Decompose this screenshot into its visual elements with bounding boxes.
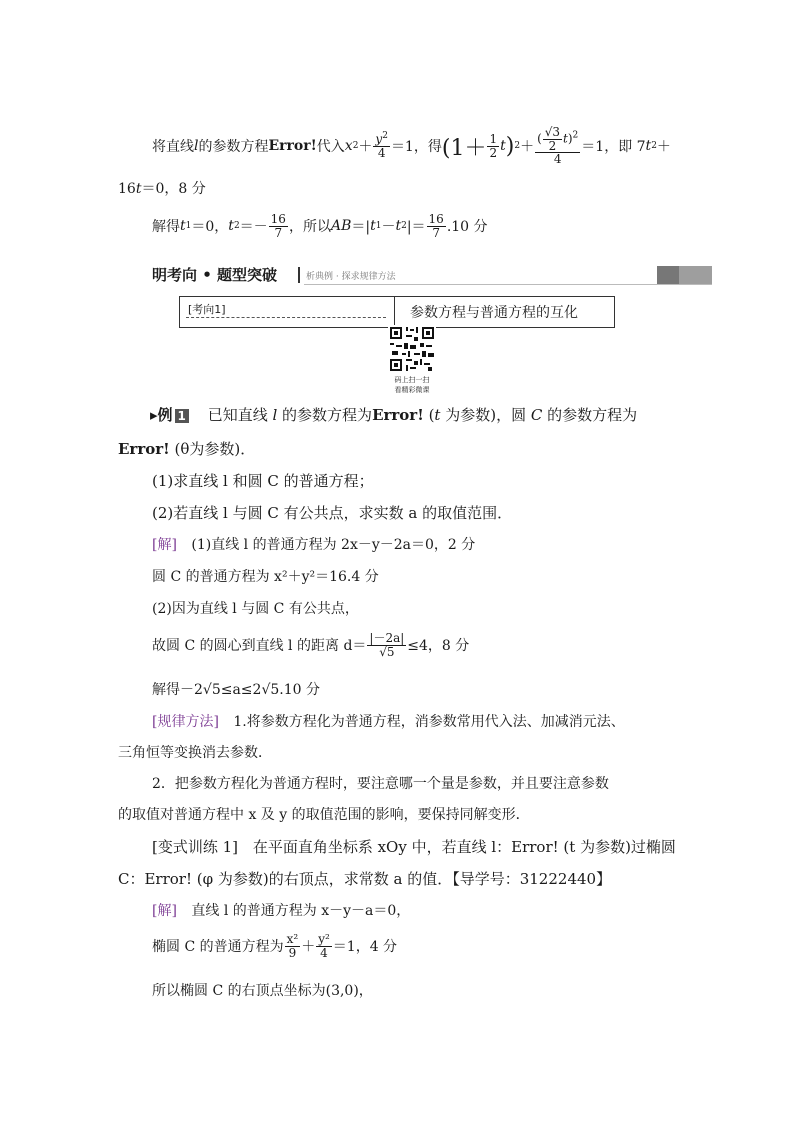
banner-bar-dark [657,266,679,284]
top-line-1 [152,118,671,174]
den: 4 [320,945,328,960]
den: 2 [489,145,498,160]
qr-code[interactable] [388,325,436,373]
text: ＝1，4 分 [332,939,398,955]
text: ＝－ [239,219,268,235]
example-line-2 [118,438,255,459]
text: (1)直线 l 的普通方程为 2x－y－2a＝0，2 分 [191,537,476,553]
text: 解得 [152,219,180,235]
topic-title: 参数方程与普通方程的互化 [410,305,578,321]
den: 2 [548,138,557,153]
fraction-16-7 [269,213,288,239]
top-line-3 [152,208,488,244]
num: |－2a| [369,630,405,645]
subscript: 1 [185,221,192,231]
text: 在平面直角坐标系 xOy 中，若直线 l：Error! (t 为参数)过椭圆 [252,838,676,856]
num: √3 [544,125,561,140]
error-text: Error! [268,138,317,154]
text: 16 [118,181,136,197]
fraction-distance [367,632,406,658]
method-line-3: 2．把参数方程化为普通方程时，要注意哪一个量是参数，并且要注意参数 [152,776,609,792]
var-t: t [563,131,568,146]
fraction-y2-4 [373,132,390,159]
solution-tag: [解] [152,903,177,919]
text: ＝0，8 分 [141,181,206,197]
text: 椭圆 C 的普通方程为 [152,939,284,955]
op-plus: ＋ [358,139,373,155]
subscript: 1 [375,221,382,231]
fraction-1-2 [487,133,499,159]
text: 为参数)，圆 [440,406,531,424]
solution-line-5: 解得－2√5≤a≤2√5.10 分 [152,682,320,698]
op-plus: ＋ [520,139,535,155]
text: 将直线 [152,139,194,155]
qr-icon [388,325,436,373]
text: 直线 l 的普通方程为 x－y－a＝0， [191,903,411,919]
variant-line-2: C：Error! (φ 为参数)的右顶点，求常数 a 的值．【导学号：31222440】 [118,870,612,888]
text: ，所以 [288,219,331,235]
num: x² [286,931,299,946]
var-l: l [194,138,199,154]
den: √5 [379,644,395,659]
var-t: t [500,138,506,154]
var-t: t [228,218,234,234]
banner-divider [298,267,300,283]
den: 9 [288,945,297,960]
var-l: l [272,406,278,424]
qr-caption-2: 看精彩微课 [394,386,430,394]
text: (θ为参数)． [169,440,256,458]
num: y² [318,931,330,946]
text: |＝ [406,219,426,235]
solution-tag: [解] [152,537,177,553]
example-tag: ▸例 1 [150,406,189,424]
solution-line-3: (2)因为直线 l 与圆 C 有公共点， [152,601,359,617]
section-banner [152,264,712,286]
error-text: Error! [372,406,424,424]
var-y: y [375,132,383,147]
subscript: 2 [401,221,407,231]
error-text: Error! [118,440,170,458]
variant-tag: [变式训练 1] [152,838,239,856]
paren-open: (1＋ [441,135,487,161]
fraction-sqrt3: ( $\frac{√3}{2}$ t)$^2$ 4 [537,125,579,167]
banner-underline [304,284,712,285]
text: ( [423,406,435,424]
text: ＝1，得 [390,139,442,155]
var-x: x [344,138,353,154]
fraction-16-7 [427,213,446,239]
solution-line-4 [152,625,469,665]
exponent: 2 [382,131,388,142]
text: 代入 [316,139,345,155]
var-t: t [434,406,441,424]
text: 已知直线 [207,406,273,424]
text: ＝1，即 7 [581,139,646,155]
example-line-1 [150,404,637,425]
text: ＝| [351,219,371,235]
paren-close: ) [505,133,515,159]
den: 7 [274,225,283,240]
var-t: t [180,218,186,234]
exponent: 2 [572,130,579,141]
den: 7 [432,225,440,240]
text: 的参数方程 [198,139,269,155]
question-1: (1)求直线 l 和圆 C 的普通方程； [152,472,374,490]
var-t: t [645,138,652,154]
text: 的参数方程为 [277,406,373,424]
example-tag-text: 例 [157,406,173,424]
method-line-4: 的取值对普通方程中 x 及 y 的取值范围的影响，要保持同解变形． [118,807,530,823]
topic-box [179,296,615,328]
var-ab: AB [330,218,352,234]
method-tag: [规律方法] [152,714,219,730]
num: 1 [489,131,498,146]
num: 16 [270,211,286,226]
question-2: (2)若直线 l 与圆 C 有公共点，求实数 a 的取值范围． [152,504,513,522]
op-plus: ＋ [656,139,671,155]
solution-line-2: 圆 C 的普通方程为 x²＋y²＝16.4 分 [152,569,379,585]
text: ≤4，8 分 [407,638,470,654]
exponent: 2 [352,141,359,151]
text: ＝0， [191,219,229,235]
box-divider [394,297,395,327]
variant-line-1 [152,836,676,857]
op-plus: ＋ [301,939,316,955]
solution2-line-2 [152,926,397,966]
text: － [381,219,396,235]
exponent: 2 [651,141,657,151]
topic-label: [考向1] [188,303,226,316]
top-line-2 [118,178,206,198]
var-c: C [530,406,543,424]
var-t: t [395,218,402,234]
exponent: 2 [514,141,521,151]
fraction-y2-4 [316,933,332,959]
num: 16 [428,211,444,226]
text: 故圆 C 的圆心到直线 l 的距离 d＝ [152,638,367,654]
method-line-2: 三角恒等变换消去参数． [118,745,272,761]
solution2-line-1 [152,900,410,920]
banner-title: 明考向 • 题型突破 [152,266,278,284]
solution2-line-3: 所以椭圆 C 的右顶点坐标为(3,0)， [152,983,373,999]
method-line-1 [152,711,625,731]
banner-subtitle: 析典例 · 探求规律方法 [306,272,396,282]
text: 1.将参数方程化为普通方程，消参数常用代入法、加减消元法、 [233,714,625,730]
dashed-line [186,317,386,318]
text: .10 分 [446,219,488,235]
var-t: t [370,218,376,234]
example-number: 1 [175,409,189,423]
subscript: 2 [233,221,240,231]
den: 4 [377,146,386,160]
var-t: t [135,181,142,197]
den: 4 [553,152,562,167]
text: 的参数方程为 [542,406,638,424]
fraction-x2-9 [285,933,301,959]
qr-caption-1: 码上扫一扫 [394,376,430,384]
solution-line-1 [152,534,475,554]
